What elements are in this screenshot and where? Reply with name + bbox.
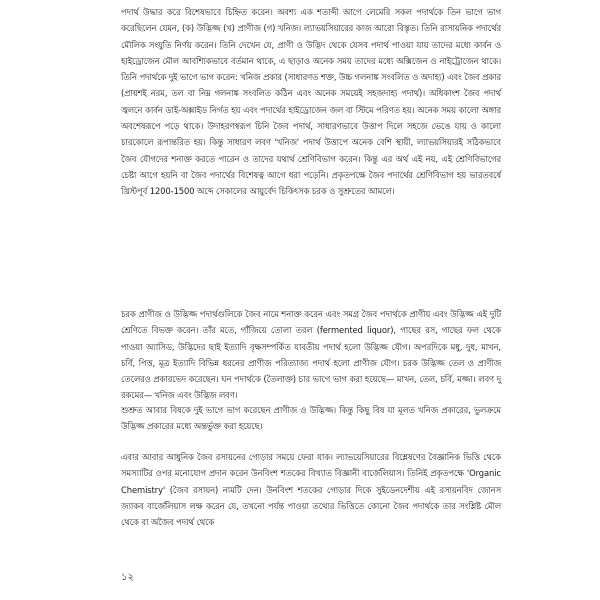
paragraph-sushruta: শুশ্রুত আবার বিষকে দুই ভাগে ভাগ করেছেন প্রাণীজ ও উদ্ভিজ্জ। কিন্তু কিছু বিষ যা মূলত খনিজ প্রকারের, ভুলক্রমে উদ্ভিজ্জ প্রকারের মধ্যে অন্তর্ভুক্ত করা হয়েছে। [121,405,501,432]
paragraph-charaka: চরক প্রাণীজ ও উদ্ভিজ্জ পদার্থগুলিকে জৈব নামে শনাক্ত করেন এবং সমগ্র জৈব পদার্থকে প্রাণীয় এবং উদ্ভিজ্জ এই দুটি শ্রেণিতে বিভক্ত করেন। তাঁর মতে, গাঁজিয়ে তোলা তরল (fermented liquor), গাছের রস, গাছের ফল থেকে পাওয়া অ্যাসিড, উদ্ভিদের ছাই ইত্যাদি বৃক্ষসম্পর্কিত যাবতীয় পদার্থ হলো উদ্ভিজ্জ যৌগ। অপরদিকে মধু, দুধ, মাখন, চর্বি, পিত্ত, মূত্র ইত্যাদি বিভিন্ন ধরনের প্রাণীজ পরিত্যাজ্য পদার্থ হলো প্রাণীজ যৌগ। চরক উদ্ভিজ্জ তেল ও প্রাণীজ তেলেরও প্রকারভেদ করেছেন। ঘন পদার্থকে (তৈলাক্ত) চার ভাগে ভাগ করা হয়েছে— মাখন, তেল, চর্বি, মজ্জা। লবণ দু রকমের— খনিজ এবং উদ্ভিজ লবণ। [121,309,501,401]
paragraph-berzelius: এবার আবার আধুনিক জৈব রসায়নের গোড়ার সময়ে ফেরা যাক। ল্যাভয়েসিয়ারের বিশ্লেষণের বৈজ্ঞানিক ভিত্তি থেকে সমস্যাটির ওপর মনোযোগ প্রদান করেন উনবিংশ শতকের বিখ্যাত বিজ্ঞানী বার্জেলিয়াস। তিনিই প্রকৃতপক্ষে 'Organic Chemistry' (জৈব রসায়ন) নামটি দেন। উনবিংশ শতকের গোড়ার দিকে সুইডেনদেশীয় এই রসায়নবিদ জোনস জ্যাকব বার্জেলিয়াস লক্ষ করেন যে, তখনো পর্যন্ত পাওয়া তথ্যের ভিত্তিতে কোনো জৈব পদার্থকে তার সংশ্লিষ্ট মৌল থেকে বা অজৈব পদার্থ থেকে [121,452,501,528]
paragraph-lavoisier-classification: পদার্থ উদ্ধার করে বিশেষভাবে চিহ্নিত করেন। অবশ্য এক শতাব্দী আগে লেমেরি সকল পদার্থকে তিন ভাগে ভাগ করেছিলেন যেমন, (ক) উদ্ভিজ্জ (খ) প্রাণীজ (গ) খনিজ। ল্যাভয়সিয়ারের কাজ আরো বিস্তৃত। তিনি রাসায়নিক পদার্থের মৌলিক সংযুতি নির্ণয় করেন। তিনি দেখেন যে, প্রাণী ও উদ্ভিদ থেকে যেসব পদার্থ পাওয়া যায় তাদের মধ্যে কার্বন ও হাইড্রোজেন মৌল আবশ্যিকভাবে বর্তমান থাকে, এ ছাড়াও অনেক সময় তাদের মধ্যে অক্সিজেন ও নাইট্রোজেন থাকে। তিনি পদার্থকে দুই ভাগে ভাগ করেন: খনিজ প্রকার (সাধারণত শক্ত, উচ্চ গলনাঙ্ক সংবলিত ও অদাহ্য) এবং জৈব প্রকার (প্রায়শই নরম, তল বা নিম্ন গলনাঙ্ক সংবলিত কঠিন এবং অনেক সময়েই সহজদাহ্য পদার্থ)। অধিকাংশ জৈব পদার্থ জ্বলনে কার্বন ডাই-অক্সাইড নির্গত হয় এবং পদার্থের হাইড্রোজেন জল বা স্টিমে পরিণত হয়। অনেক সময় কালো অঙ্গার অবশেষরূপে পড়ে থাকে। উদাহরণস্বরূপ চিনি জৈব পদার্থ, সাধারণভাবে উত্তাপ দিলে সহজে ভেঙে যায় ও কালো চারকোলে রূপান্তরিত হয়। কিন্তু সাধারণ লবণ 'খনিজ' পদার্থ উত্তাপে অনেক বেশি স্থায়ী, ল্যাভয়সিয়ারই সঠিকভাবে জৈব যৌগদের শনাক্ত করতে পারেন ও তাদের যথার্থ শ্রেণিবিভাগ করেন। কিন্তু এর অর্থ এই নয়, এই শ্রেণিবিভাগের চেষ্টা আগে হয়নি বা জৈব পদার্থের বিশেষত্ব আগে ধরা পড়েনি। প্রকৃতপক্ষে জৈব পদার্থের শ্রেণিবিভাগ হয় ভারতবর্ষে খ্রিস্টপূর্ব 1200-1500 অব্দে সেকালের আয়ুর্বেদ চিকিৎসক চরক ও সুশ্রুতের আমলে। [121,7,501,197]
page-number: ১২ [121,572,134,583]
